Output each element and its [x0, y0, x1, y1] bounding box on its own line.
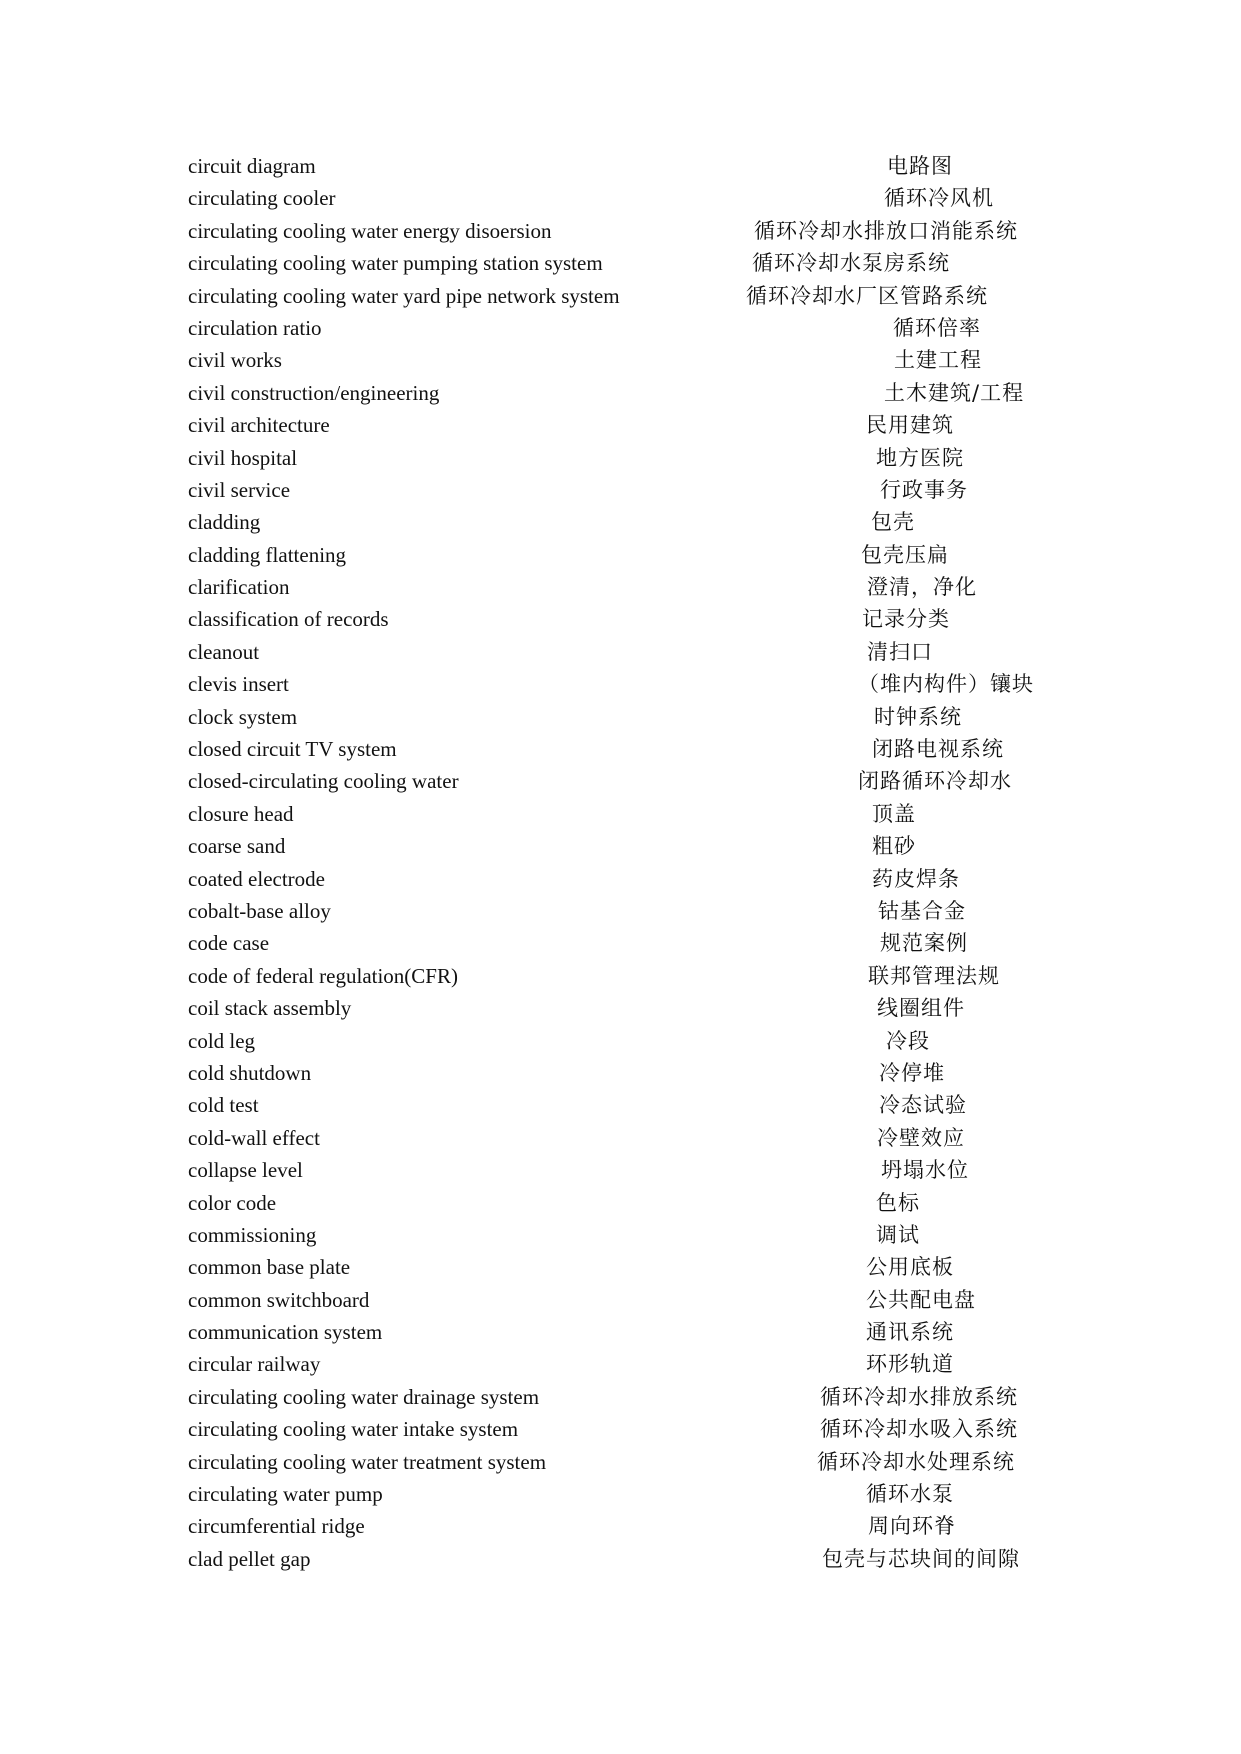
- entry-translation: 粗砂: [872, 834, 916, 859]
- glossary-entry: [0, 1446, 1241, 1478]
- entry-translation: 土木建筑/工程: [884, 380, 1025, 405]
- entry-term: circulating cooling water pumping station system: [188, 251, 603, 276]
- glossary-entry: [0, 1413, 1241, 1445]
- entry-translation: 通讯系统: [866, 1320, 954, 1345]
- entry-term: cladding flattening: [188, 542, 347, 567]
- entry-term: civil construction/engineering: [188, 380, 440, 405]
- entry-term: circulating cooling water energy disoersion: [188, 218, 552, 243]
- entry-translation: 冷停堆: [879, 1060, 945, 1085]
- glossary-entry: [0, 603, 1241, 635]
- entry-translation: 循环冷却水排放口消能系统: [754, 218, 1018, 243]
- entry-term: closed-circulating cooling water: [188, 769, 459, 794]
- entry-term: cleanout: [188, 639, 260, 664]
- entry-translation: 包壳: [871, 510, 915, 535]
- entry-translation: 循环冷却水厂区管路系统: [746, 283, 988, 308]
- entry-translation: 土建工程: [894, 348, 982, 373]
- entry-term: cold-wall effect: [188, 1125, 320, 1150]
- entry-term: circulating cooling water drainage system: [188, 1384, 540, 1409]
- glossary-entry: [0, 571, 1241, 603]
- entry-translation: 民用建筑: [866, 413, 954, 438]
- entry-term: coil stack assembly: [188, 996, 352, 1021]
- entry-term: circulating cooling water yard pipe network system: [188, 283, 620, 308]
- glossary-entry: [0, 1122, 1241, 1154]
- glossary-entry: [0, 1478, 1241, 1510]
- glossary-entry: [0, 927, 1241, 959]
- glossary-entry: [0, 701, 1241, 733]
- entry-term: circulation ratio: [188, 315, 322, 340]
- entry-term: civil hospital: [188, 445, 298, 470]
- glossary-entry: [0, 1154, 1241, 1186]
- glossary-entry: [0, 474, 1241, 506]
- entry-translation: 循环冷却水泵房系统: [752, 251, 950, 276]
- glossary-entry: [0, 1381, 1241, 1413]
- entry-term: cold shutdown: [188, 1060, 312, 1085]
- glossary-entry: [0, 733, 1241, 765]
- glossary-entry: [0, 182, 1241, 214]
- entry-term: code case: [188, 931, 270, 956]
- entry-term: cobalt-base alloy: [188, 898, 331, 923]
- glossary-entry: [0, 1251, 1241, 1283]
- entry-translation: 时钟系统: [874, 704, 962, 729]
- entry-term: classification of records: [188, 607, 389, 632]
- entry-translation: 冷段: [886, 1028, 930, 1053]
- entry-translation: 循环倍率: [893, 315, 981, 340]
- entry-term: closed circuit TV system: [188, 737, 397, 762]
- glossary-entry: [0, 863, 1241, 895]
- entry-translation: 顶盖: [872, 801, 916, 826]
- entry-translation: （堆内构件）镶块: [858, 672, 1034, 697]
- entry-term: cold leg: [188, 1028, 256, 1053]
- entry-translation: 包壳与芯块间的间隙: [822, 1546, 1020, 1571]
- entry-term: circular railway: [188, 1352, 321, 1377]
- entry-translation: 坍塌水位: [881, 1158, 969, 1183]
- entry-translation: 联邦管理法规: [868, 963, 1000, 988]
- glossary-entry: [0, 1316, 1241, 1348]
- entry-translation: 冷壁效应: [877, 1125, 965, 1150]
- entry-term: circulating water pump: [188, 1482, 383, 1507]
- glossary-entry: [0, 636, 1241, 668]
- entry-term: clad pellet gap: [188, 1546, 311, 1571]
- entry-term: communication system: [188, 1320, 383, 1345]
- entry-translation: 电路图: [887, 154, 953, 178]
- entry-translation: 澄清，净化: [867, 575, 977, 600]
- entry-translation: 周向环脊: [868, 1514, 956, 1539]
- entry-translation: 药皮焊条: [872, 866, 960, 891]
- entry-translation: 闭路电视系统: [872, 737, 1004, 762]
- glossary-entry: [0, 1219, 1241, 1251]
- glossary-entry: [0, 539, 1241, 571]
- glossary-entry: [0, 992, 1241, 1024]
- glossary-entry: [0, 1543, 1241, 1575]
- entry-translation: 清扫口: [867, 639, 933, 664]
- entry-translation: 冷态试验: [879, 1093, 967, 1118]
- glossary-entry: [0, 442, 1241, 474]
- entry-translation: 循环冷却水吸入系统: [820, 1417, 1018, 1442]
- entry-translation: 循环冷却水处理系统: [817, 1449, 1015, 1474]
- entry-term: clock system: [188, 704, 298, 729]
- entry-translation: 色标: [876, 1190, 920, 1215]
- glossary-entry: [0, 798, 1241, 830]
- entry-translation: 地方医院: [876, 445, 964, 470]
- glossary-entry: [0, 1284, 1241, 1316]
- glossary-entry: [0, 247, 1241, 279]
- entry-term: common switchboard: [188, 1287, 370, 1312]
- entry-translation: 公用底板: [866, 1255, 954, 1280]
- glossary-entry: [0, 1348, 1241, 1380]
- glossary-entry: [0, 280, 1241, 312]
- entry-term: clevis insert: [188, 672, 289, 697]
- entry-translation: 钴基合金: [878, 898, 966, 923]
- glossary-entry: [0, 312, 1241, 344]
- entry-term: coarse sand: [188, 834, 286, 859]
- glossary-entry: [0, 1187, 1241, 1219]
- entry-translation: 公共配电盘: [866, 1287, 976, 1312]
- entry-term: color code: [188, 1190, 277, 1215]
- entry-translation: 循环水泵: [866, 1482, 954, 1507]
- entry-term: clarification: [188, 575, 290, 600]
- glossary-entry: [0, 409, 1241, 441]
- entry-translation: 闭路循环冷却水: [858, 769, 1012, 794]
- entry-term: circulating cooler: [188, 186, 336, 211]
- glossary-entry: [0, 1025, 1241, 1057]
- entry-term: circulating cooling water intake system: [188, 1417, 519, 1442]
- entry-term: circuit diagram: [188, 154, 316, 178]
- entry-term: commissioning: [188, 1222, 317, 1247]
- entry-translation: 环形轨道: [866, 1352, 954, 1377]
- entry-term: common base plate: [188, 1255, 351, 1280]
- entry-translation: 调试: [876, 1222, 920, 1247]
- entry-translation: 行政事务: [880, 477, 968, 502]
- entry-term: circumferential ridge: [188, 1514, 365, 1539]
- glossary-entry: [0, 377, 1241, 409]
- entry-term: cold test: [188, 1093, 259, 1118]
- entry-term: closure head: [188, 801, 294, 826]
- glossary-entry: [0, 150, 1241, 182]
- entry-translation: 包壳压扁: [861, 542, 949, 567]
- entry-term: circulating cooling water treatment system: [188, 1449, 547, 1474]
- glossary-entry: [0, 960, 1241, 992]
- entry-translation: 记录分类: [862, 607, 950, 632]
- entry-term: civil works: [188, 348, 282, 373]
- glossary-entry: [0, 344, 1241, 376]
- entry-term: collapse level: [188, 1158, 303, 1183]
- glossary-entry: [0, 830, 1241, 862]
- glossary-entry: [0, 1089, 1241, 1121]
- glossary-entry: [0, 215, 1241, 247]
- entry-term: civil architecture: [188, 413, 330, 438]
- entry-term: cladding: [188, 510, 261, 535]
- entry-translation: 循环冷却水排放系统: [820, 1384, 1018, 1409]
- glossary-entry: [0, 1057, 1241, 1089]
- glossary-entry: [0, 668, 1241, 700]
- entry-term: coated electrode: [188, 866, 325, 891]
- glossary-entry: [0, 1510, 1241, 1542]
- glossary-entry: [0, 895, 1241, 927]
- entry-translation: 规范案例: [880, 931, 968, 956]
- glossary-entry: [0, 765, 1241, 797]
- glossary-list: [0, 150, 1241, 1575]
- entry-translation: 循环冷风机: [884, 186, 994, 211]
- entry-translation: 线圈组件: [877, 996, 965, 1021]
- glossary-entry: [0, 506, 1241, 538]
- entry-term: civil service: [188, 477, 291, 502]
- entry-term: code of federal regulation(CFR): [188, 963, 458, 988]
